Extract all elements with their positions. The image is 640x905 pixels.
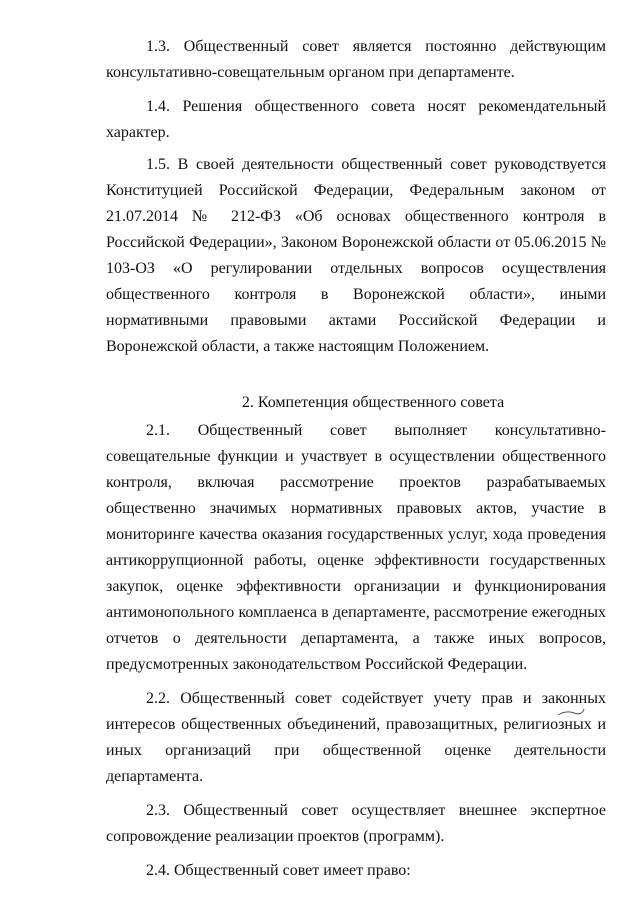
section-2-heading: 2. Компетенция общественного совета (241, 394, 505, 411)
paragraph-2-4: 2.4. Общественный совет имеет право: (146, 862, 411, 879)
paragraph-1-4: 1.4. Решения общественного совета носят рекомендательный характер. (106, 98, 606, 141)
pen-mark (556, 706, 586, 718)
paragraph-2-2: 2.2. Общественный совет содействует учету прав и законных интересов общественных объединений, правозащитных, религиозных и иных организаций при общественной оценке деятельности департамента. (106, 690, 606, 785)
paragraph-2-3: 2.3. Общественный совет осуществляет внешнее экспертное сопровождение реализации проектов (программ). (106, 802, 606, 845)
paragraph-2-1: 2.1. Общественный совет выполняет консультативно-совещательные функции и участвует в осуществлении общественного контроля, включая рассмотрение проектов разрабатываемых общественно значимых нормативных правовых актов, участие в мониторинге качества оказания государственных услуг, хода проведения антикоррупционной работы, оценке эффективности государственных закупок, оценке эффективности организации и функционирования антимонопольного комплаенса в департаменте, рассмотрение ежегодных отчетов о деятельности департамента, а также иных вопросов, предусмотренных законодательством Российской Федерации. (106, 422, 606, 673)
paragraph-1-5: 1.5. В своей деятельности общественный совет руководствуется Конституцией Российской Федерации, Федеральным законом от 21.07.2014 № 212-ФЗ «Об основах общественного контроля в Российской Федерации», Законом Воронежской области от 05.06.2015 № 103-ОЗ «О регулировании отдельных вопросов осуществления общественного контроля в Воронежской области», иными нормативными правовыми актами Российской Федерации и Воронежской области, а также настоящим Положением. (106, 156, 606, 355)
paragraph-1-3: 1.3. Общественный совет является постоянно действующим консультативно-совещательным органом при департаменте. (106, 38, 606, 81)
